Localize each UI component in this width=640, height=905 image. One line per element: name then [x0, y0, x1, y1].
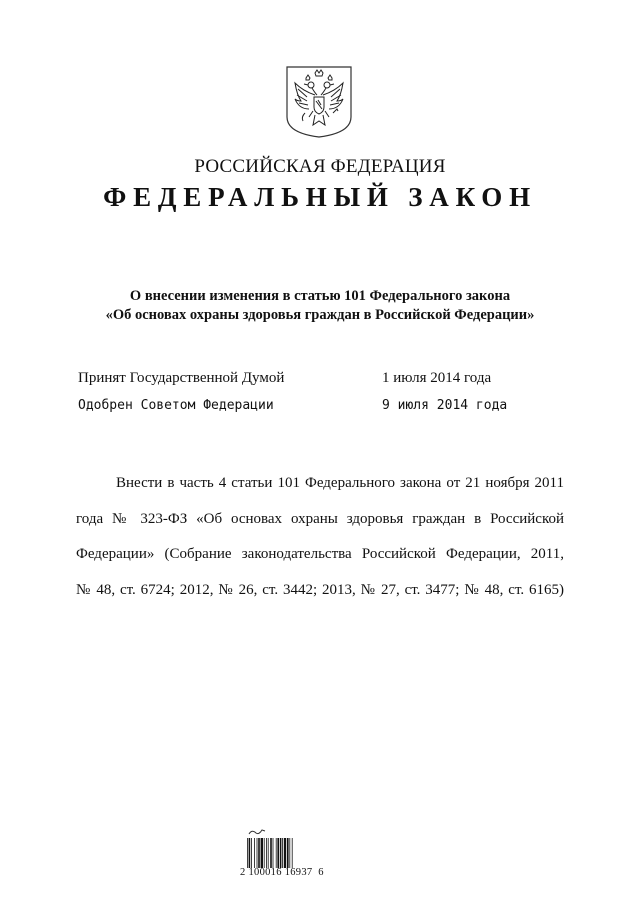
adoption-label: Принят Государственной Думой	[78, 370, 285, 386]
body-line: Внести в часть 4 статьи 101 Федерального закона от 21 ноября 2011	[116, 475, 564, 491]
law-title	[0, 287, 640, 325]
barcode-mark-icon	[248, 828, 266, 838]
document-type-heading: ФЕДЕРАЛЬНЫЙ ЗАКОН	[103, 182, 537, 212]
adoption-date: 1 июля 2014 года	[382, 370, 492, 386]
body-line: № 48, ст. 6724; 2012, № 26, ст. 3442; 2013, № 27, ст. 3477; № 48, ст. 6165)	[76, 581, 564, 598]
adoption-date: 9 июля 2014 года	[382, 398, 508, 413]
law-body-paragraph	[76, 466, 564, 608]
adoption-label: Одобрен Советом Федерации	[78, 398, 274, 413]
country-heading: РОССИЙСКАЯ ФЕДЕРАЦИЯ	[194, 156, 446, 177]
barcode	[247, 838, 313, 868]
law-title-line-2: «Об основах охраны здоровья граждан в Российской Федерации»	[105, 307, 535, 323]
barcode-number: 2 100016 16937 6	[240, 867, 324, 878]
body-line: года № 323-ФЗ «Об основах охраны здоровья граждан в Российской	[76, 510, 564, 527]
body-line: Федерации» (Собрание законодательства Российской Федерации, 2011,	[76, 546, 564, 562]
coat-of-arms-emblem	[285, 65, 353, 139]
adoption-row-council	[0, 398, 640, 420]
adoption-row-duma	[0, 370, 640, 392]
law-title-line-1: О внесении изменения в статью 101 Федерального закона	[129, 288, 511, 304]
